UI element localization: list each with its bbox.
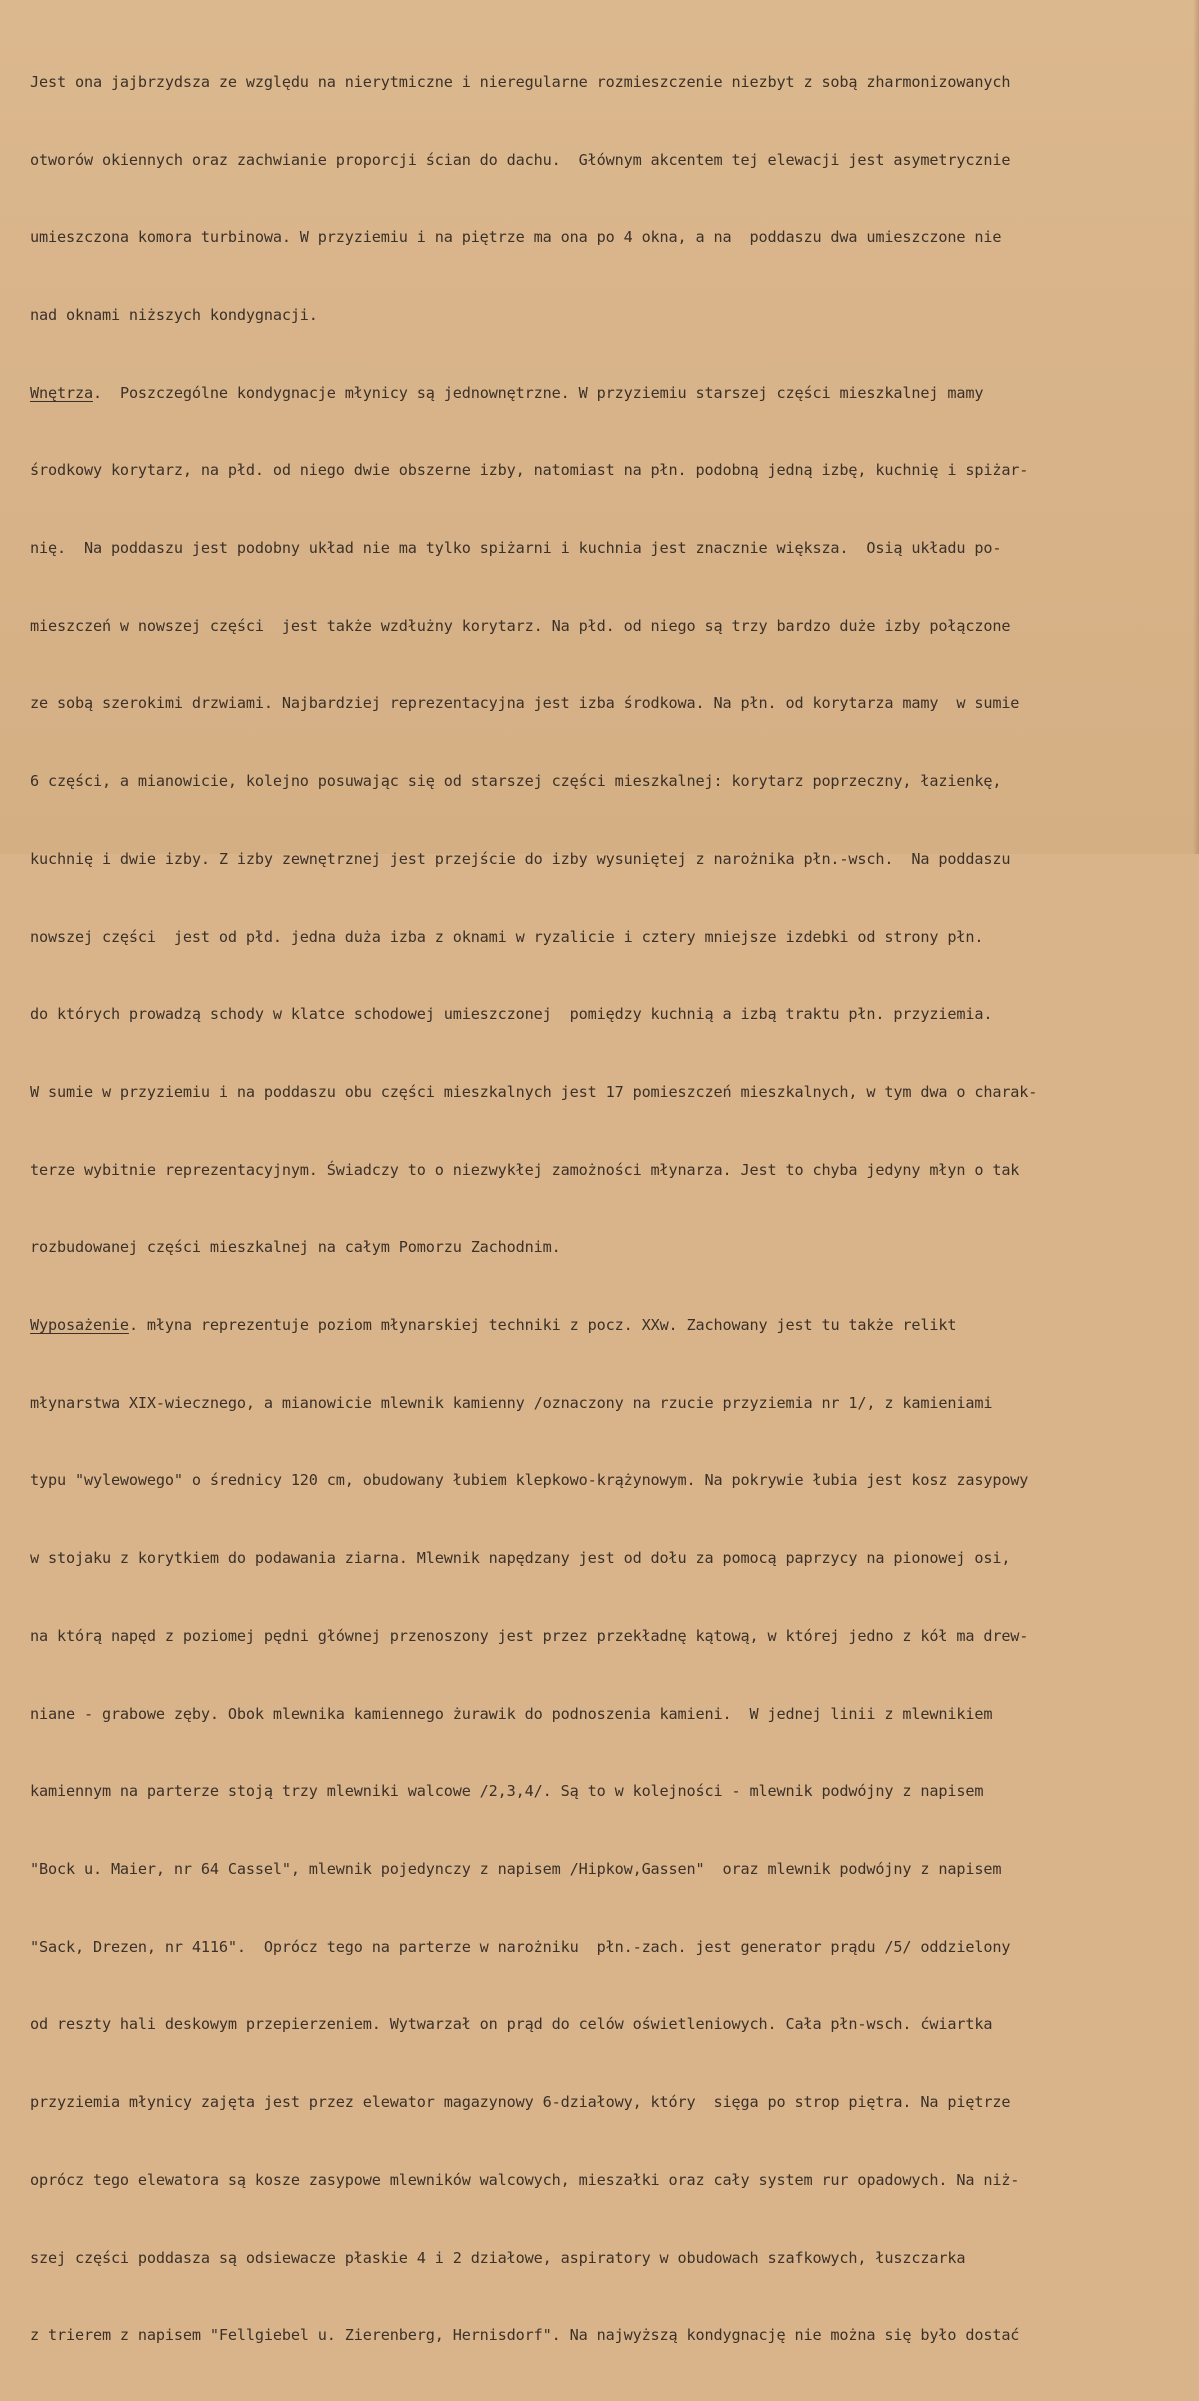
text-line-5 [30,381,1180,407]
text-line-11: kuchnię i dwie izby. Z izby zewnętrznej jest przejście do izby wysuniętej z narożnika płn.-wsch. Na poddaszu [30,849,1011,868]
text-line-28: oprócz tego elewatora są kosze zasypowe mlewników walcowych, mieszałki oraz cały system rur opadowych. Na niż- [30,2170,1020,2189]
text-line-26: od reszty hali deskowym przepierzeniem. Wytwarzał on prąd do celów oświetleniowych. Cała płn-wsch. ćwiartka [30,2015,993,2034]
text-line-21: na którą napęd z poziomej pędni głównej przenoszony jest przez przekładnę kątową, w której jedno z kół ma drew- [30,1626,1029,1645]
text-line-17-body: . młyna reprezentuje poziom młynarskiej techniki z pocz. XXw. Zachowany jest tu także relikt [128,1316,957,1335]
text-line-25: "Sack, Drezen, nr 4116". Oprócz tego na parterze w narożniku płn.-zach. jest generator prądu /5/ oddzielony [30,1937,1011,1956]
text-line-17 [30,1313,1180,1339]
section-heading-wnetrza: Wnętrza [30,383,93,402]
text-line-18: młynarstwa XIX-wiecznego, a mianowicie mlewnik kamienny /oznaczony na rzucie przyziemia nr 1/, z kamieniami [30,1393,993,1412]
text-line-5-body: . Poszczególne kondygnacje młynicy są jednownętrzne. W przyziemiu starszej części mieszkalnej mamy [92,383,984,402]
text-line-8: mieszczeń w nowszej części jest także wzdłużny korytarz. Na płd. od niego są trzy bardzo duże izby połączone [30,616,1011,635]
text-line-10: 6 części, a mianowicie, kolejno posuwając się od starszej części mieszkalnej: korytarz poprzeczny, łazienkę, [30,772,1002,791]
text-line-20: w stojaku z korytkiem do podawania ziarna. Mlewnik napędzany jest od dołu za pomocą paprzycy na pionowej osi, [30,1549,1011,1568]
text-line-2: otworów okiennych oraz zachwianie proporcji ścian do dachu. Głównym akcentem tej elewacji jest asymetrycznie [30,150,1011,169]
text-line-23: kamiennym na parterze stoją trzy mlewniki walcowe /2,3,4/. Są to w kolejności - mlewnik podwójny z napisem [30,1782,984,1801]
text-line-14: W sumie w przyziemiu i na poddaszu obu części mieszkalnych jest 17 pomieszczeń mieszkalnych, w tym dwa o charak- [30,1082,1038,1101]
section-heading-wyposazenie: Wyposażenie [30,1316,129,1335]
text-line-27: przyziemia młynicy zajęta jest przez elewator magazynowy 6-działowy, który sięga po strop piętra. Na piętrze [30,2093,1011,2112]
text-line-4: nad oknami niższych kondygnacji. [30,305,318,324]
text-line-13: do których prowadzą schody w klatce schodowej umieszczonej pomiędzy kuchnią a izbą traktu płn. przyziemia. [30,1005,993,1024]
text-line-1: Jest ona jajbrzydsza ze względu na nierytmiczne i nieregularne rozmieszczenie niezbyt z sobą zharmonizowanych [30,72,1011,91]
text-line-9: ze sobą szerokimi drzwiami. Najbardziej reprezentacyjna jest izba środkowa. Na płn. od korytarza mamy w sumie [30,694,1020,713]
text-line-19: typu "wylewowego" o średnicy 120 cm, obudowany łubiem klepkowo-krążynowym. Na pokrywie łubia jest kosz zasypowy [30,1471,1029,1490]
text-line-29: szej części poddasza są odsiewacze płaskie 4 i 2 działowe, aspiratory w obudowach szafkowych, łuszczarka [30,2248,966,2267]
text-line-3: umieszczona komora turbinowa. W przyziemiu i na piętrze ma ona po 4 okna, a na poddaszu dwa umieszczone nie [30,228,1002,247]
document-body [30,18,1180,2401]
text-line-7: nię. Na poddaszu jest podobny układ nie ma tylko spiżarni i kuchnia jest znacznie większa. Osią układu po- [30,539,1002,558]
text-line-6: środkowy korytarz, na płd. od niego dwie obszerne izby, natomiast na płn. podobną jedną izbę, kuchnię i spiżar- [30,461,1029,480]
text-line-15: terze wybitnie reprezentacyjnym. Świadczy to o niezwykłej zamożności młynarza. Jest to chyba jedyny młyn o tak [30,1160,1020,1179]
text-line-30: z trierem z napisem "Fellgiebel u. Zierenberg, Hernisdorf". Na najwyższą kondygnację nie można się było dostać [30,2326,1020,2345]
text-line-22: niane - grabowe zęby. Obok mlewnika kamiennego żurawik do podnoszenia kamieni. W jednej linii z mlewnikiem [30,1704,993,1723]
text-line-12: nowszej części jest od płd. jedna duża izba z oknami w ryzalicie i cztery mniejsze izdebki od strony płn. [30,927,984,946]
text-line-16: rozbudowanej części mieszkalnej na całym Pomorzu Zachodnim. [30,1238,561,1257]
text-line-24: "Bock u. Maier, nr 64 Cassel", mlewnik pojedynczy z napisem /Hipkow,Gassen" oraz mlewnik podwójny z napisem [30,1859,1002,1878]
